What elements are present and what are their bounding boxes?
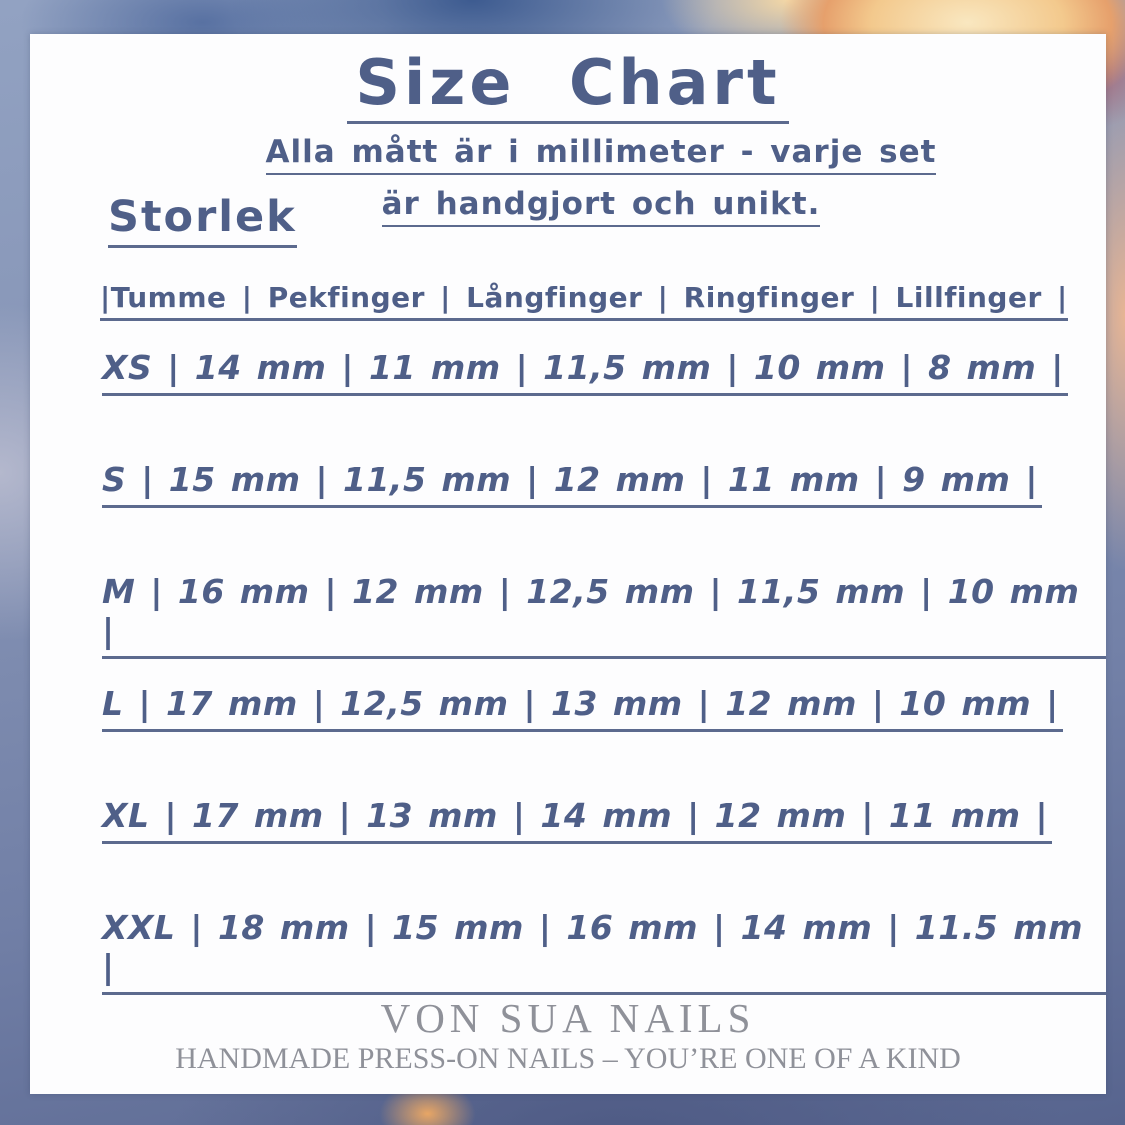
size-row-text: XS | 14 mm | 11 mm | 11,5 mm | 10 mm | 8 mm | xyxy=(102,348,1068,396)
size-row-xl xyxy=(102,796,1106,908)
size-row-m xyxy=(102,572,1106,684)
size-chart-card xyxy=(30,34,1106,1094)
size-row-text: S | 15 mm | 11,5 mm | 12 mm | 11 mm | 9 mm | xyxy=(102,460,1042,508)
table-header-text: |Tumme | Pekfinger | Långfinger | Ringfinger | Lillfinger | xyxy=(100,281,1068,321)
size-row-l xyxy=(102,684,1106,796)
size-row-text: M | 16 mm | 12 mm | 12,5 mm | 11,5 mm | 10 mm | xyxy=(102,572,1106,659)
size-row-text: XL | 17 mm | 13 mm | 14 mm | 12 mm | 11 mm | xyxy=(102,796,1052,844)
table-header-row xyxy=(100,281,1068,321)
size-row-s xyxy=(102,460,1106,572)
brand-name: VON SUA NAILS xyxy=(380,995,756,1041)
size-row-xs xyxy=(102,348,1106,460)
section-label-text: Storlek xyxy=(108,192,297,248)
size-row-text: XXL | 18 mm | 15 mm | 16 mm | 14 mm | 11.5 mm | xyxy=(102,908,1106,995)
subtitle-line-1 xyxy=(30,134,1106,175)
subtitle-line-1-text: Alla mått är i millimeter - varje set xyxy=(266,134,937,175)
size-row-text: L | 17 mm | 12,5 mm | 13 mm | 12 mm | 10 mm | xyxy=(102,684,1063,732)
subtitle-line-2-text: är handgjort och unikt. xyxy=(382,186,821,227)
section-label-storlek xyxy=(108,192,297,248)
size-table-rows xyxy=(102,348,1106,1020)
brand-tagline: HANDMADE PRESS-ON NAILS – YOU’RE ONE OF A KIND xyxy=(175,1042,961,1075)
page-title xyxy=(30,46,1106,124)
page-title-text: Size Chart xyxy=(347,46,788,124)
